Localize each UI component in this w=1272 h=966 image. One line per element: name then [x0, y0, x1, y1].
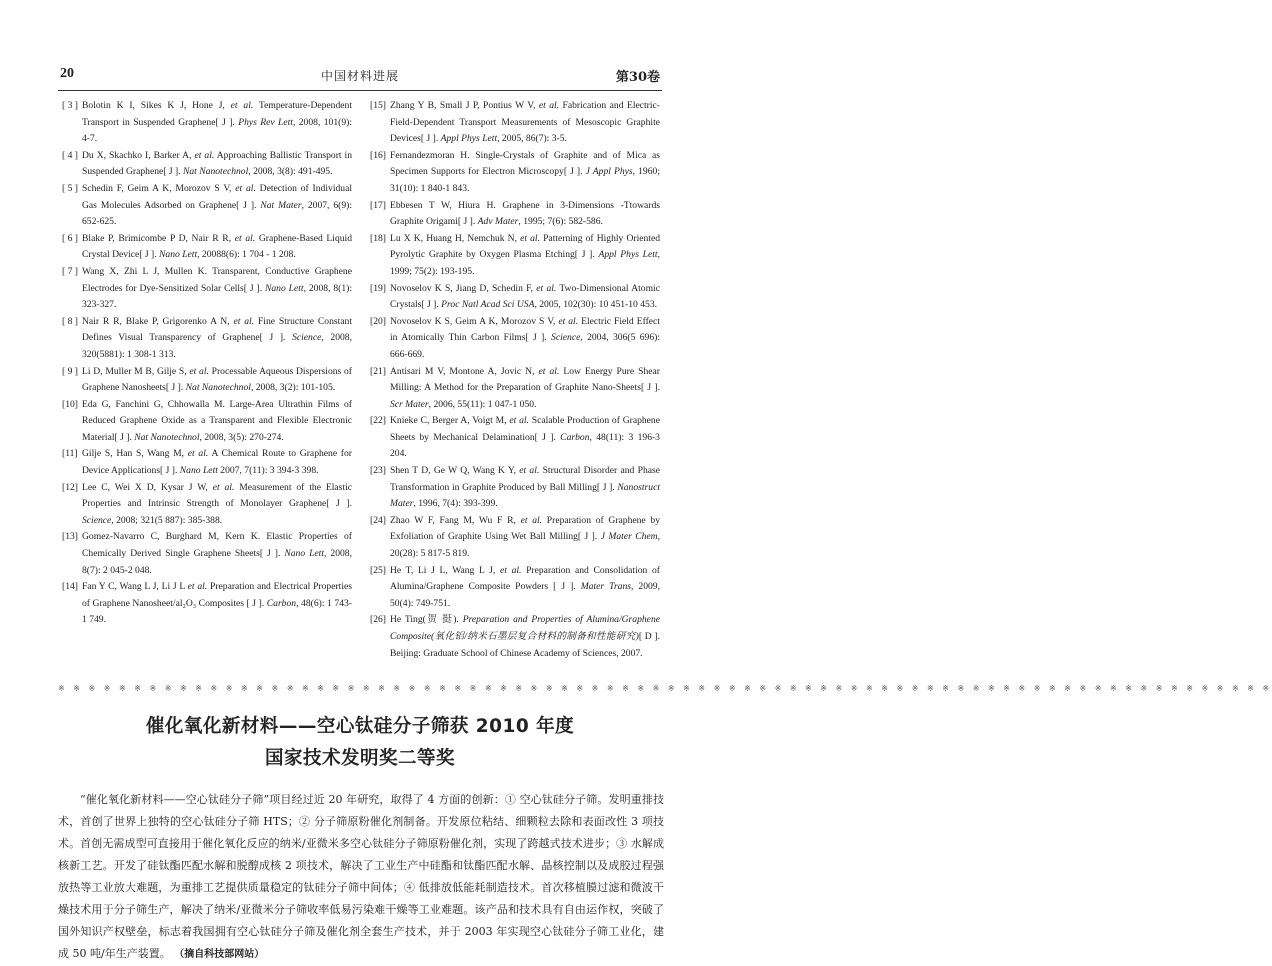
- reference-entry: [62, 148, 352, 181]
- reference-etal: et al.: [520, 514, 543, 526]
- reference-authors: Li D, Muller M B, Gilje S,: [82, 365, 190, 377]
- reference-details: , 2005, 86(7): 3-5.: [497, 133, 567, 145]
- article-body-text: “催化氧化新材料——空心钛硅分子筛”项目经过近 20 年研究，取得了 4 方面的创新：① 空心钛硅分子筛。发明重排技术，首创了世界上独特的空心钛硅分子筛 HTS；② 分子筛原粉催化剂制备。开发原位粘结、细颗粒去除和表面改性 3 项技术。首创无需成型可直接用于催化氧化反应的纳米/亚微米多空心钛硅分子筛原粉催化剂，实现了跨越式技术进步；③ 水解成核新工艺。开发了硅钛酯匹配水解和脱醇成核 2 项技术，解决了工业生产中硅酯和钛酯匹配水解、晶核控制以及成胶过程强放热等工业放大难题，为重排工艺提供质量稳定的钛硅分子筛中间体；④ 低排放低能耗制造技术。首次移植膜过滤和微波干燥技术用于分子筛生产，解决了纳米/亚微米分子筛收率低易污染难干燥等工业难题。该产品和技术具有自由运作权，突破了国外知识产权壁垒，标志着我国拥有空心钛硅分子筛及催化剂全套生产技术，并于 2003 年实现空心钛硅分子筛工业化，建成 50 吨/年生产装置。: [58, 793, 664, 960]
- reference-number: [16]: [370, 149, 386, 161]
- reference-title: Fabrication and Electric-Field-Dependent Transport Measurements of Mesoscopic Graphite Devices[ J ].: [390, 100, 660, 145]
- reference-etal: et al.: [194, 149, 215, 161]
- reference-number: [18]: [370, 232, 386, 244]
- reference-authors: Schedin F, Geim A K, Morozov S V,: [82, 182, 236, 194]
- reference-authors: Eda G, Fanchini G, Chhowalla M. Large-Area Ultrathin Films of Reduced Graphene Oxide as a Transparent and Flexible Electronic Material[ J ].: [82, 398, 352, 443]
- reference-title: Preparation and Consolidation of Alumina/Graphene Composite Powders [ J ].: [390, 564, 660, 593]
- reference-details: , 2008, 3(5): 270-274.: [199, 431, 284, 443]
- journal-title: 中国材料进展: [320, 69, 399, 83]
- reference-details: , 2008, 3(2): 101-105.: [250, 382, 336, 394]
- reference-entry: [370, 98, 660, 148]
- reference-journal: Nat Nanotechnol: [185, 382, 251, 394]
- volume-label: 第30卷: [615, 70, 660, 85]
- reference-etal: et al.: [235, 182, 256, 194]
- reference-entry: [370, 463, 660, 513]
- reference-etal: et al.: [187, 581, 208, 593]
- article-source: （摘自科技部网站）: [174, 949, 265, 960]
- reference-etal: et al.: [234, 232, 256, 244]
- reference-authors: Ebbesen T W, Hiura H. Graphene in 3-Dimensions -Ttowards Graphite Origami[ J ].: [390, 199, 660, 228]
- reference-journal: Nano Lett: [179, 465, 218, 477]
- reference-details: , 20088(6): 1 704 - 1 208.: [197, 249, 296, 261]
- reference-number: [ 9 ]: [62, 365, 78, 377]
- reference-details: , 2005, 102(30): 10 451-10 453.: [534, 299, 658, 311]
- reference-entry: [62, 314, 352, 364]
- reference-etal: et al.: [187, 448, 209, 460]
- reference-journal: Mater Trans: [580, 581, 632, 593]
- reference-number: [11]: [62, 448, 78, 460]
- reference-details: , 2008, 101(9): 4-7.: [82, 116, 352, 145]
- reference-number: [24]: [370, 514, 386, 526]
- reference-title: Approaching Ballistic Transport in Suspended Graphene[ J ].: [82, 149, 352, 178]
- reference-number: [26]: [370, 614, 386, 626]
- reference-details: , 1996, 7(4): 393-399.: [413, 498, 498, 510]
- reference-details: , 2008, 8(7): 2 045-2 048.: [82, 548, 352, 576]
- reference-details: , 2008, 320(5881): 1 308-1 313.: [82, 332, 352, 360]
- reference-etal: et al.: [212, 481, 235, 493]
- reference-journal: Nano Lett: [264, 282, 304, 294]
- reference-number: [13]: [62, 531, 78, 543]
- reference-authors: Knieke C, Berger A, Voigt M,: [390, 415, 510, 427]
- reference-entry: [370, 148, 660, 198]
- reference-authors: Novoselov K S, Geim A K, Morozov S V,: [390, 315, 559, 327]
- reference-authors: Bolotin K I, Sikes K J, Hone J,: [82, 100, 231, 111]
- reference-etal: et al.: [519, 465, 540, 477]
- reference-etal: et al.: [230, 100, 254, 111]
- references-left-column: [62, 98, 352, 629]
- reference-authors: Zhang Y B, Small J P, Pontius W V,: [390, 100, 539, 111]
- reference-entry: [370, 612, 660, 662]
- header-rule: [58, 90, 662, 91]
- reference-journal: Science: [551, 332, 581, 344]
- reference-authors: Nair R R, Blake P, Grigorenko A N,: [82, 315, 234, 327]
- page-number: 20: [60, 66, 74, 81]
- reference-title: Temperature-Dependent Transport in Suspended Graphene[ J ].: [82, 100, 352, 128]
- reference-number: [ 7 ]: [62, 265, 78, 277]
- reference-number: [15]: [370, 100, 386, 111]
- reference-details: , 48(6): 1 743-1 749.: [82, 597, 352, 626]
- reference-journal: Nat Mater: [260, 199, 302, 211]
- reference-details: , 2008; 321(5 887): 385-388.: [111, 514, 223, 526]
- reference-entry: [370, 413, 660, 463]
- reference-number: [25]: [370, 564, 386, 576]
- reference-authors: Antisari M V, Montone A, Jovic N,: [390, 365, 539, 377]
- article-headline-line-2: 国家技术发明奖二等奖: [264, 748, 455, 769]
- reference-details: , 1999; 75(2): 193-195.: [390, 249, 660, 277]
- reference-details: , 20(28): 5 817-5 819.: [390, 531, 661, 560]
- reference-etal: et al.: [538, 365, 560, 377]
- reference-etal: et al.: [538, 100, 560, 111]
- reference-entry: [370, 198, 660, 231]
- reference-authors: Zhao W F, Fang M, Wu F R,: [390, 514, 521, 526]
- reference-entry: [62, 364, 352, 397]
- reference-number: [ 5 ]: [62, 182, 78, 194]
- reference-number: [12]: [62, 481, 78, 493]
- reference-authors: Du X, Skachko I, Barker A,: [82, 149, 195, 161]
- ornamental-divider: ※ ※ ※ ※ ※ ※ ※ ※ ※ ※ ※ ※ ※ ※ ※ ※ ※ ※ ※ ※ ※ ※ ※ ※ ※ ※ ※ ※ ※ ※ ※ ※ ※ ※ ※ ※ ※ ※ ※ ※ ※ ※ ※ ※ ※ ※ ※ ※ ※ ※ ※ ※ ※ ※ ※ ※ ※ ※ ※ ※ ※ ※ ※ ※ ※ ※ ※ ※ ※ ※ ※ ※ ※ ※ ※ ※ ※ ※ ※ ※: [58, 684, 1272, 693]
- reference-journal: Carbon: [266, 597, 297, 609]
- reference-details: , 48(11): 3 196-3 204.: [390, 431, 660, 460]
- reference-journal: J Appl Phys: [585, 166, 633, 178]
- reference-etal: et al.: [189, 365, 209, 377]
- article-body: [58, 789, 664, 966]
- reference-authors: Gilje S, Han S, Wang M,: [82, 448, 188, 460]
- reference-details: , 2009, 50(4): 749-751.: [390, 581, 661, 609]
- reference-journal: Proc Natl Acad Sci USA: [441, 299, 535, 311]
- reference-number: [10]: [62, 398, 78, 410]
- reference-journal: Scr Mater: [390, 398, 429, 410]
- reference-etal: et al.: [520, 232, 540, 244]
- reference-entry: [62, 231, 352, 264]
- reference-journal: Nanostruct Mater: [390, 481, 660, 510]
- article-headline-line-1: 催化氧化新材料——空心钛硅分子筛获 2010 年度: [145, 716, 575, 737]
- reference-details: 2007, 7(11): 3 394-3 398.: [217, 465, 319, 477]
- reference-authors: Lu X K, Huang H, Nemchuk N,: [390, 232, 521, 244]
- reference-number: [23]: [370, 465, 386, 477]
- reference-details: , 2008, 8(1): 323-327.: [82, 282, 352, 311]
- reference-entry: [62, 579, 352, 629]
- reference-journal: J Mater Chem: [600, 531, 658, 543]
- reference-details: , 1960; 31(10): 1 840-1 843.: [390, 166, 660, 194]
- reference-details: , 1995; 7(6): 582-586.: [518, 216, 603, 228]
- reference-details: , 2006, 55(11): 1 047-1 050.: [428, 398, 537, 410]
- reference-entry: [62, 397, 352, 447]
- reference-journal: Nano Lett: [159, 249, 198, 261]
- reference-entry: [62, 446, 352, 479]
- reference-title: Graphene-Based Liquid Crystal Device[ J ].: [82, 232, 352, 261]
- reference-journal: Adv Mater: [477, 216, 519, 228]
- reference-title: A Chemical Route to Graphene for Device Applications[ J ].: [82, 448, 352, 477]
- reference-authors: Wang X, Zhi L J, Mullen K. Transparent, Conductive Graphene Electrodes for Dye-Sensitized Solar Cells[ J ].: [82, 265, 352, 294]
- reference-details: , 2007, 6(9): 652-625.: [82, 199, 352, 228]
- reference-entry: [370, 513, 660, 563]
- reference-entry: [370, 364, 660, 414]
- running-header: [60, 66, 660, 88]
- reference-title: Measurement of the Elastic Properties and Intrinsic Strength of Monolayer Graphene[ J ].: [82, 481, 352, 510]
- reference-entry: [62, 529, 352, 579]
- reference-entry: [62, 264, 352, 314]
- reference-title: Low Energy Pure Shear Milling: A Method for the Preparation of Graphite Nano-Sheets[ J ].: [390, 365, 660, 394]
- reference-details: [ D ]. Beijing: Graduate School of Chinese Academy of Sciences, 2007.: [390, 631, 660, 659]
- reference-authors: Shen T D, Ge W Q, Wang K Y,: [390, 465, 520, 477]
- reference-title: Preparation and Electrical Properties of Graphene Nanosheet/al₂O₃ Composites [ J ].: [82, 581, 352, 609]
- reference-etal: et al.: [536, 282, 557, 294]
- reference-etal: et al.: [509, 415, 529, 427]
- reference-title: Fine Structure Constant Defines Visual Transparency of Graphene[ J ].: [82, 315, 352, 344]
- reference-etal: et al.: [233, 315, 255, 327]
- reference-number: [20]: [370, 315, 386, 327]
- reference-entry: [370, 563, 660, 613]
- reference-journal: Appl Phys Lett: [440, 133, 498, 145]
- reference-authors: Fernandezmoran H. Single-Crystals of Graphite and of Mica as Specimen Supports for Electron Microscopy[ J ].: [390, 149, 660, 178]
- reference-details: , 2004, 306(5 696): 666-669.: [390, 332, 660, 360]
- reference-journal: Science: [292, 332, 322, 344]
- reference-journal: Appl Phys Lett: [598, 249, 658, 261]
- reference-authors: Blake P, Brimicombe P D, Nair R R,: [82, 232, 235, 244]
- reference-etal: et al.: [558, 315, 579, 327]
- reference-entry: [370, 281, 660, 314]
- reference-title: Structural Disorder and Phase Transformation in Graphite Produced by Ball Milling[ J ].: [390, 465, 661, 493]
- reference-journal: Science: [82, 514, 112, 526]
- reference-title: Preparation of Graphene by Exfoliation of Graphite Using Wet Ball Milling[ J ].: [390, 514, 660, 543]
- reference-journal: Preparation and Properties of Alumina/Graphene Composite(氧化铝/纳米石墨层复合材料的制备和性能研究): [390, 614, 660, 642]
- reference-number: [ 4 ]: [62, 149, 78, 161]
- reference-authors: Novoselov K S, Jiang D, Schedin F,: [390, 282, 537, 294]
- reference-entry: [370, 314, 660, 364]
- reference-number: [22]: [370, 415, 386, 427]
- reference-authors: He T, Li J L, Wang L J,: [390, 564, 500, 576]
- reference-entry: [370, 231, 660, 281]
- reference-authors: Gomez-Navarro C, Burghard M, Kern K. Elastic Properties of Chemically Derived Single Graphene Sheets[ J ].: [82, 531, 352, 560]
- reference-authors: He Ting(贺 挺).: [390, 614, 463, 626]
- reference-authors: Lee C, Wei X D, Kysar J W,: [82, 481, 213, 493]
- references-right-column: [370, 98, 660, 662]
- reference-etal: et al.: [499, 564, 522, 576]
- reference-number: [ 3 ]: [62, 100, 78, 111]
- reference-title: Processable Aqueous Dispersions of Graphene Nanosheets[ J ].: [82, 365, 352, 394]
- reference-number: [ 8 ]: [62, 315, 78, 327]
- reference-title: Scalable Production of Graphene Sheets by Mechanical Delamination[ J ].: [390, 415, 660, 443]
- reference-authors: Fan Y C, Wang L J, Li J L: [82, 581, 188, 593]
- reference-entry: [62, 480, 352, 530]
- reference-entry: [62, 98, 352, 148]
- reference-journal: Phys Rev Lett: [238, 116, 293, 128]
- reference-number: [19]: [370, 282, 386, 294]
- reference-journal: Carbon: [560, 431, 590, 443]
- reference-title: Patterning of Highly Oriented Pyrolytic Graphite by Oxygen Plasma Etching[ J ].: [390, 232, 661, 261]
- reference-number: [14]: [62, 581, 78, 593]
- reference-details: , 2008, 3(8): 491-495.: [248, 166, 333, 178]
- reference-journal: Nat Nanotechnol: [182, 166, 249, 178]
- reference-title: Detection of Individual Gas Molecules Adsorbed on Graphene[ J ].: [82, 182, 352, 211]
- reference-title: Two-Dimensional Atomic Crystals[ J ].: [390, 282, 660, 311]
- reference-title: Electric Field Effect in Atomically Thin Carbon Films[ J ].: [390, 315, 660, 344]
- reference-journal: Nat Nanotechnol: [134, 431, 200, 443]
- reference-number: [21]: [370, 365, 386, 377]
- reference-entry: [62, 181, 352, 231]
- reference-number: [ 6 ]: [62, 232, 78, 244]
- reference-journal: Nano Lett: [284, 548, 325, 560]
- reference-number: [17]: [370, 199, 386, 211]
